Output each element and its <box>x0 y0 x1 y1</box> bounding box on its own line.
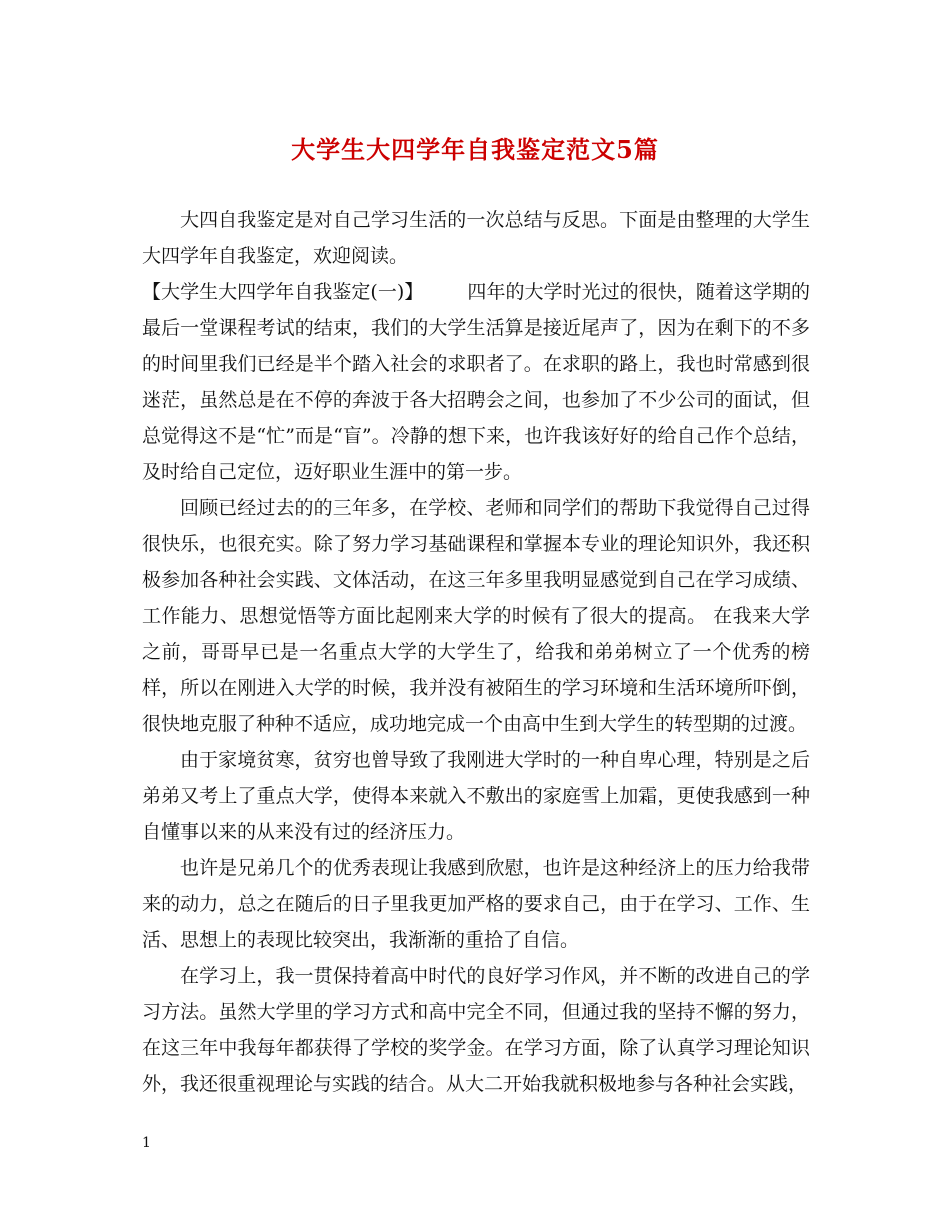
body-paragraph-3: 也许是兄弟几个的优秀表现让我感到欣慰，也许是这种经济上的压力给我带来的动力，总之在随后的日子里我更加严格的要求自己，由于在学习、工作、生活、思想上的表现比较突出，我渐渐的重拾了自信。 <box>142 857 810 951</box>
body-paragraph-2: 由于家境贫寒，贫穷也曾导致了我刚进大学时的一种自卑心理，特别是之后弟弟又考上了重点大学，使得本来就入不敷出的家庭雪上加霜，更使我感到一种自懂事以来的从来没有过的经济压力。 <box>142 749 810 843</box>
page-title: 大学生大四学年自我鉴定范文5篇 <box>291 135 659 164</box>
body-paragraph-4: 在学习上，我一贯保持着高中时代的良好学习作风，并不断的改进自己的学习方法。虽然大学里的学习方式和高中完全不同，但通过我的坚持不懈的努力，在这三年中我每年都获得了学校的奖学金。在学习方面，除了认真学习理论知识外，我还很重视理论与实践的结合。从大二开始我就积极地参与各种社会实践， <box>142 965 810 1095</box>
body-paragraph-1: 回顾已经过去的的三年多，在学校、老师和同学们的帮助下我觉得自己过得很快乐，也很充实。除了努力学习基础课程和掌握本专业的理论知识外，我还积极参加各种社会实践、文体活动，在这三年多里我明显感觉到自己在学习成绩、工作能力、思想觉悟等方面比起刚来大学的时候有了很大的提高。 在我来大学之前，哥哥早已是一名重点大学的大学生了，给我和弟弟树立了一个优秀的榜样，所以在刚进入大学的时候，我并没有被陌生的学习环境和生活环境所吓倒，很快地克服了种种不适应，成功地完成一个由高中生到大学生的转型期的过渡。 <box>142 497 810 735</box>
section-first-text: 四年的大学时光过的很快，随着这学期的最后一堂课程考试的结束，我们的大学生活算是接近尾声了，因为在剩下的不多的时间里我们已经是半个踏入社会的求职者了。在求职的路上，我也时常感到很迷茫，虽然总是在不停的奔波于各大招聘会之间，也参加了不少公司的面试，但总觉得这不是“忙”而是“盲”。冷静的想下来，也许我该好好的给自己作个总结，及时给自己定位，迈好职业生涯中的第一步。 <box>142 281 810 483</box>
section-paragraph <box>142 274 810 490</box>
section-heading: 【大学生大四学年自我鉴定(一)】 <box>142 281 424 303</box>
document-body <box>142 202 810 1102</box>
page-number: 1 <box>142 1135 151 1151</box>
intro-paragraph: 大四自我鉴定是对自己学习生活的一次总结与反思。下面是由整理的大学生大四学年自我鉴定，欢迎阅读。 <box>142 209 810 267</box>
